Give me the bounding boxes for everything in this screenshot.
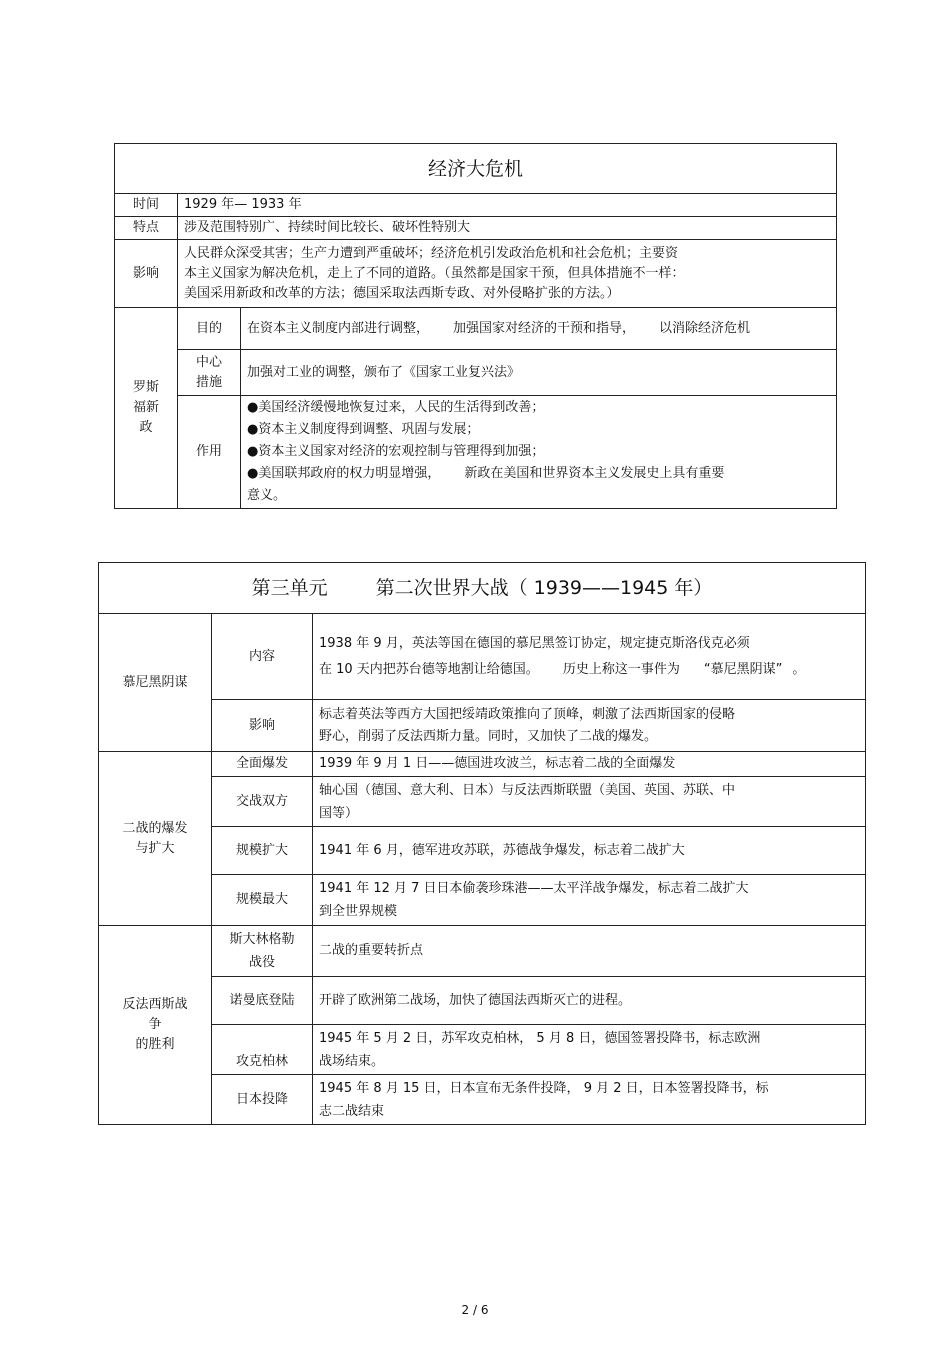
- victory-row-label-line: 日本投降: [235, 1091, 288, 1107]
- effect-line: 新政在美国和世界资本主义发展史上具有重要: [464, 466, 725, 481]
- ww2-title-main: 第二次世界大战（ 1939——1945 年）: [375, 577, 713, 599]
- measure-label: [178, 350, 241, 396]
- victory-row-line: 二战的重要转折点: [319, 943, 424, 958]
- ww2-title: [99, 563, 866, 614]
- munich-content-label: 内容: [212, 614, 313, 700]
- impact-line: 本主义国家为解决危机，走上了不同的道路。（虽然都是国家干预，但具体措施不一样：: [184, 265, 685, 281]
- victory-row-line: 开辟了欧洲第二战场，加快了德国法西斯灭亡的进程。: [319, 992, 632, 1008]
- feature-value: 涉及范围特别广、持续时间比较长、破坏性特别大: [178, 217, 837, 240]
- feature-label: 特点: [115, 217, 178, 240]
- crisis-title: 经济大危机: [115, 144, 837, 194]
- victory-row-label-line: 攻克柏林: [235, 1054, 288, 1069]
- munich-impact-line: 标志着英法等西方大国把绥靖政策推向了顶峰，刺激了法西斯国家的侵略: [319, 706, 736, 722]
- outbreak-label: [99, 752, 212, 926]
- victory-row-label: [212, 1075, 313, 1125]
- outbreak-row-label: 交战双方: [212, 777, 313, 827]
- outbreak-row-label: 规模最大: [212, 875, 313, 926]
- impact-value: [178, 240, 837, 308]
- victory-row-value: [313, 1025, 866, 1075]
- munich-impact-label: 影响: [212, 700, 313, 752]
- victory-row-line: 1945 年 5 月 2 日，苏军攻克柏林， 5 月 8 日，德国签署投降书，标志欧洲: [319, 1030, 761, 1046]
- effect-line: 意义。: [247, 488, 287, 503]
- outbreak-row-line: 1939 年 9 月 1 日——德国进攻波兰，标志着二战的全面爆发: [319, 756, 676, 771]
- munich-content-part: 历史上称这一事件为: [562, 661, 680, 677]
- munich-content-part: “慕尼黑阴谋”: [703, 661, 783, 677]
- effect-line: ●资本主义国家对经济的宏观控制与管理得到加强；: [247, 444, 545, 459]
- victory-label-line: 争: [148, 1017, 162, 1032]
- outbreak-row-value: [313, 875, 866, 926]
- victory-row-line: 1945 年 8 月 15 日，日本宣布无条件投降， 9 月 2 日，日本签署投降书，标: [319, 1080, 769, 1096]
- victory-row-label-line: 战役: [248, 955, 275, 970]
- effect-line: ●美国经济缓慢地恢复过来，人民的生活得到改善；: [247, 400, 545, 415]
- purpose-value: [241, 308, 837, 350]
- purpose-part: 加强国家对经济的干预和指导，: [453, 320, 636, 336]
- outbreak-row-label: 全面爆发: [212, 752, 313, 777]
- outbreak-row-line: 国等）: [319, 805, 359, 821]
- impact-line: 人民群众深受其害；生产力遭到严重破坏；经济危机引发政治危机和社会危机；主要资: [184, 245, 679, 261]
- victory-row-label-line: 斯大林格勒: [229, 932, 295, 947]
- new-deal-label-line: 政: [139, 420, 153, 435]
- new-deal-label-line: 罗斯: [132, 380, 159, 395]
- effect-value: [241, 396, 837, 509]
- purpose-part: 以消除经济危机: [659, 320, 751, 336]
- munich-content-value: [313, 614, 866, 700]
- victory-row-line: 志二战结束: [319, 1103, 385, 1119]
- outbreak-label-line: 与扩大: [135, 840, 175, 856]
- victory-row-label: [212, 977, 313, 1025]
- victory-row-value: [313, 926, 866, 977]
- munich-impact-line: 野心，削弱了反法西斯力量。同时，又加快了二战的爆发。: [319, 728, 658, 744]
- victory-row-value: [313, 977, 866, 1025]
- impact-label: 影响: [115, 240, 178, 308]
- effect-label: 作用: [178, 396, 241, 509]
- victory-row-label: [212, 926, 313, 977]
- effect-line: ●美国联邦政府的权力明显增强，: [247, 466, 441, 481]
- munich-impact-value: [313, 700, 866, 752]
- measure-label-line: 中心: [195, 354, 222, 370]
- ww2-table: [98, 562, 866, 1125]
- measure-label-line: 措施: [195, 374, 222, 390]
- victory-row-value: [313, 1075, 866, 1125]
- munich-content-line: 1938 年 9 月，英法等国在德国的慕尼黑签订协定，规定捷克斯洛伐克必须: [319, 635, 750, 651]
- effect-line: ●资本主义制度得到调整、巩固与发展；: [247, 422, 480, 437]
- outbreak-row-line: 轴心国（德国、意大利、日本）与反法西斯联盟（美国、英国、苏联、中: [319, 782, 736, 798]
- victory-row-label: [212, 1025, 313, 1075]
- purpose-part: 在资本主义制度内部进行调整，: [247, 320, 430, 336]
- victory-label: [99, 926, 212, 1125]
- economic-crisis-table: [114, 143, 837, 509]
- outbreak-row-value: [313, 752, 866, 777]
- munich-content-part: 。: [792, 661, 806, 677]
- victory-label-line: 的胜利: [135, 1037, 175, 1052]
- outbreak-row-line: 1941 年 6 月，德军进攻苏联，苏德战争爆发，标志着二战扩大: [319, 842, 685, 858]
- time-value: 1929 年— 1933 年: [178, 194, 837, 217]
- victory-row-label-line: 诺曼底登陆: [229, 992, 295, 1008]
- impact-line: 美国采用新政和改革的方法；德国采取法西斯专政、对外侵略扩张的方法。）: [184, 285, 620, 301]
- outbreak-row-value: [313, 827, 866, 875]
- outbreak-label-line: 二战的爆发: [122, 820, 188, 836]
- outbreak-row-value: [313, 777, 866, 827]
- outbreak-row-line: 到全世界规模: [319, 904, 398, 919]
- outbreak-row-line: 1941 年 12 月 7 日日本偷袭珍珠港——太平洋战争爆发，标志着二战扩大: [319, 881, 749, 896]
- victory-row-line: 战场结束。: [319, 1053, 385, 1069]
- page-number: 2 / 6: [461, 1303, 489, 1317]
- new-deal-label-line: 福新: [132, 400, 159, 415]
- munich-content-part: 在 10 天内把苏台德等地割让给德国。: [319, 661, 539, 677]
- new-deal-label: [115, 308, 178, 509]
- ww2-title-unit: 第三单元: [251, 577, 328, 599]
- purpose-label: 目的: [178, 308, 241, 350]
- measure-value: 加强对工业的调整，颁布了《国家工业复兴法》: [241, 350, 837, 396]
- outbreak-row-label: 规模扩大: [212, 827, 313, 875]
- munich-label: 慕尼黑阴谋: [99, 614, 212, 752]
- victory-label-line: 反法西斯战: [122, 997, 188, 1012]
- time-label: 时间: [115, 194, 178, 217]
